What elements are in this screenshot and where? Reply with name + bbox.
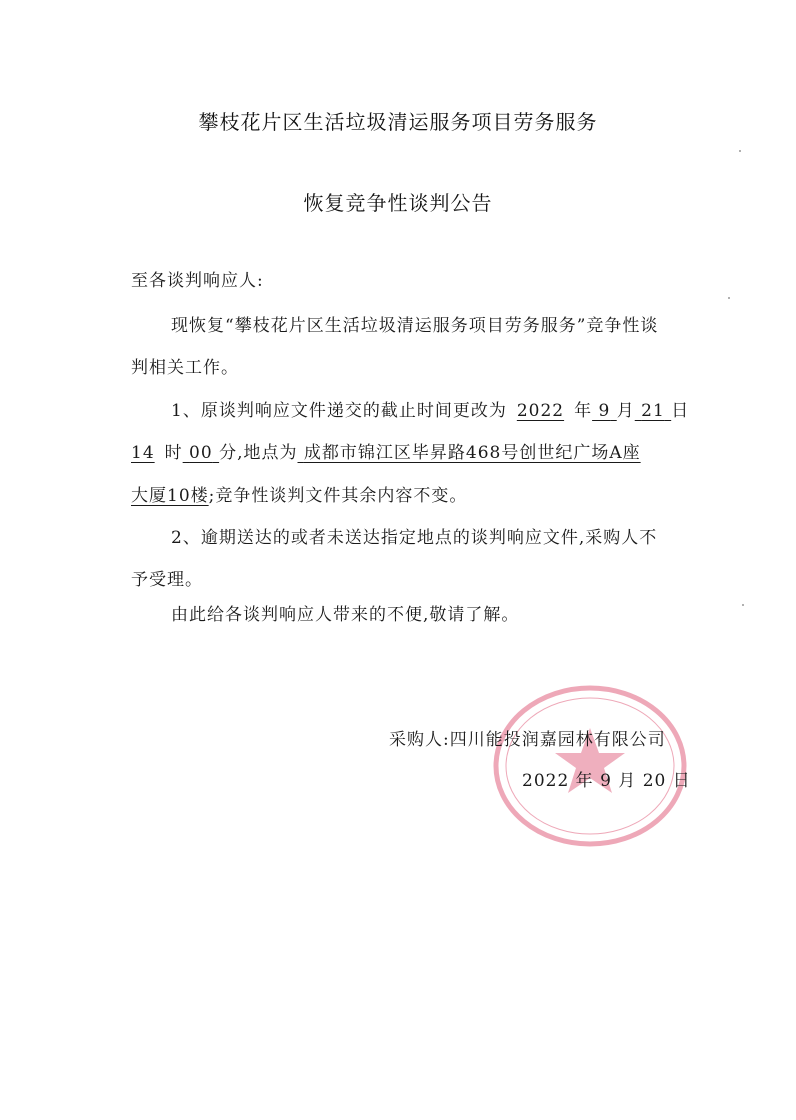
scan-speck bbox=[742, 604, 744, 606]
issue-date: 2022 年 9 月 20 日 bbox=[522, 771, 691, 791]
paragraph-1-line-1: 现恢复“攀枝花片区生活垃圾清运服务项目劳务服务”竞争性谈 bbox=[171, 316, 659, 336]
deadline-hour: 14 bbox=[131, 443, 155, 463]
item-1-line-2 bbox=[131, 438, 641, 463]
deadline-month: 9 bbox=[598, 401, 611, 421]
location-part-2: 大厦10楼 bbox=[131, 486, 209, 506]
document-title-line1: 攀枝花片区生活垃圾清运服务项目劳务服务 bbox=[198, 110, 598, 134]
item-2-line-1: 2、逾期送达的或者未送达指定地点的谈判响应文件,采购人不 bbox=[171, 528, 658, 548]
item-1-prefix: 1、原谈判响应文件递交的截止时间更改为 bbox=[171, 401, 507, 421]
item-1-line-1 bbox=[171, 396, 689, 421]
document-title-line2: 恢复竞争性谈判公告 bbox=[303, 191, 493, 215]
month-unit: 月 bbox=[616, 401, 635, 421]
salutation: 至各谈判响应人: bbox=[131, 271, 264, 291]
day-unit: 日 bbox=[671, 401, 690, 421]
paragraph-1-line-2: 判相关工作。 bbox=[131, 358, 239, 378]
item-2-line-2: 予受理。 bbox=[131, 570, 203, 590]
minute-unit: 分,地点为 bbox=[219, 443, 298, 463]
official-seal bbox=[490, 682, 690, 848]
location-part-1: 成都市锦江区毕昇路468号创世纪广场A座 bbox=[303, 443, 641, 463]
scan-speck bbox=[728, 297, 730, 299]
deadline-year: 2022 bbox=[516, 401, 565, 421]
item-1-line-3 bbox=[131, 481, 467, 506]
deadline-day: 21 bbox=[641, 401, 665, 421]
item-1-suffix: ;竞争性谈判文件其余内容不变。 bbox=[208, 486, 468, 506]
year-unit: 年 bbox=[574, 401, 593, 421]
hour-unit: 时 bbox=[164, 443, 183, 463]
closing-remark: 由此给各谈判响应人带来的不便,敬请了解。 bbox=[171, 605, 520, 625]
deadline-minute: 00 bbox=[189, 443, 213, 463]
purchaser-signature: 采购人:四川能投润嘉园林有限公司 bbox=[389, 730, 666, 750]
scan-speck bbox=[739, 150, 741, 152]
